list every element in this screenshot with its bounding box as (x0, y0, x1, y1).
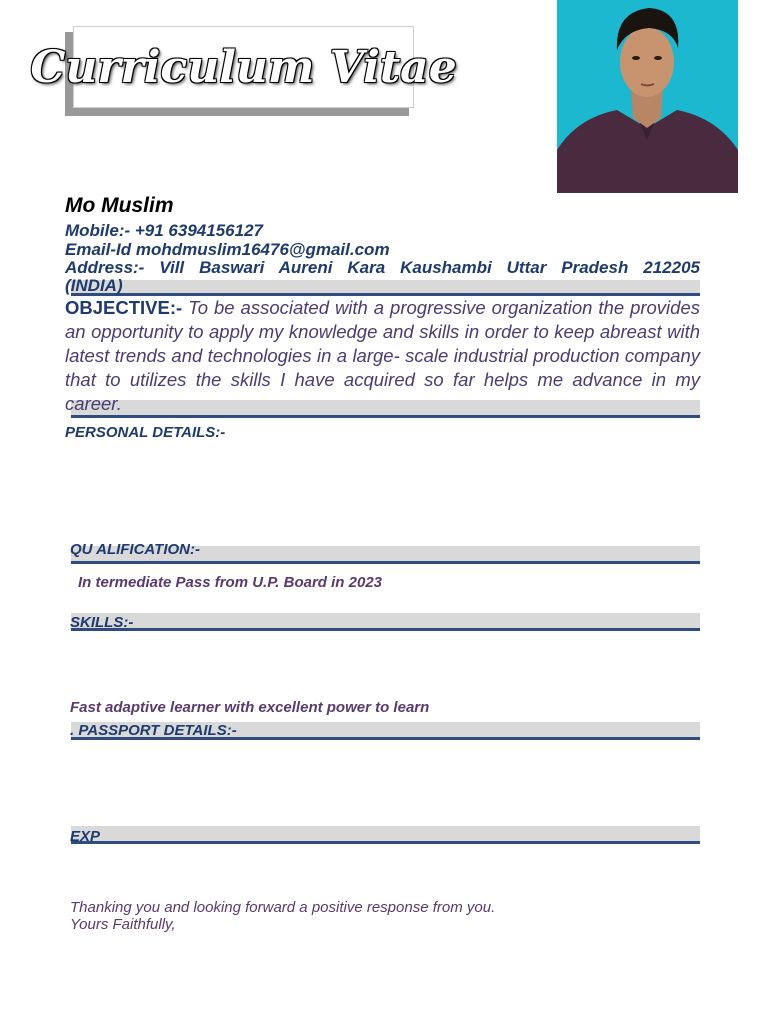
skills-bar (71, 613, 700, 631)
exp-heading: EXP (70, 828, 101, 845)
qualification-item: In termediate Pass from U.P. Board in 2023 (78, 574, 383, 591)
skills-heading: SKILLS:- (70, 614, 134, 631)
exp-bar (71, 826, 700, 844)
closing-line: Thanking you and looking forward a positive response from you. (70, 899, 496, 916)
profile-photo (557, 0, 738, 193)
objective-text: To be associated with a progressive organization the provides an opportunity to apply my knowledge and skills in order to keep abreast with latest trends and technologies in a large- scale industrial production company that to utilizes the skills I have acquired so far helps me advance in my career. (65, 297, 700, 414)
address: Address:- Vill Baswari Aureni Kara Kaushambi Uttar Pradesh 212205 (65, 258, 700, 277)
candidate-name: Mo Muslim (65, 194, 174, 217)
address-country: (INDIA) (65, 276, 123, 295)
skills-item: Fast adaptive learner with excellent power to learn (70, 699, 430, 716)
passport-heading: PASSPORT DETAILS:- (78, 722, 237, 739)
closing-signoff: Yours Faithfully, (70, 916, 176, 933)
address-bar (71, 280, 700, 296)
passport-prefix: . (70, 722, 75, 739)
cv-banner (30, 26, 457, 108)
objective-label: OBJECTIVE:- (65, 297, 183, 318)
cv-banner-title: Curriculum Vitae (30, 41, 457, 93)
email-id: Email-Id mohdmuslim16476@gmail.com (65, 240, 390, 259)
objective-paragraph (65, 296, 700, 416)
profile-photo-image (557, 0, 738, 193)
mobile-number: Mobile:- +91 6394156127 (65, 221, 263, 240)
personal-details-heading: PERSONAL DETAILS:- (65, 424, 226, 441)
qualification-heading: QU ALIFICATION:- (70, 541, 200, 558)
passport-heading-row (70, 722, 237, 739)
